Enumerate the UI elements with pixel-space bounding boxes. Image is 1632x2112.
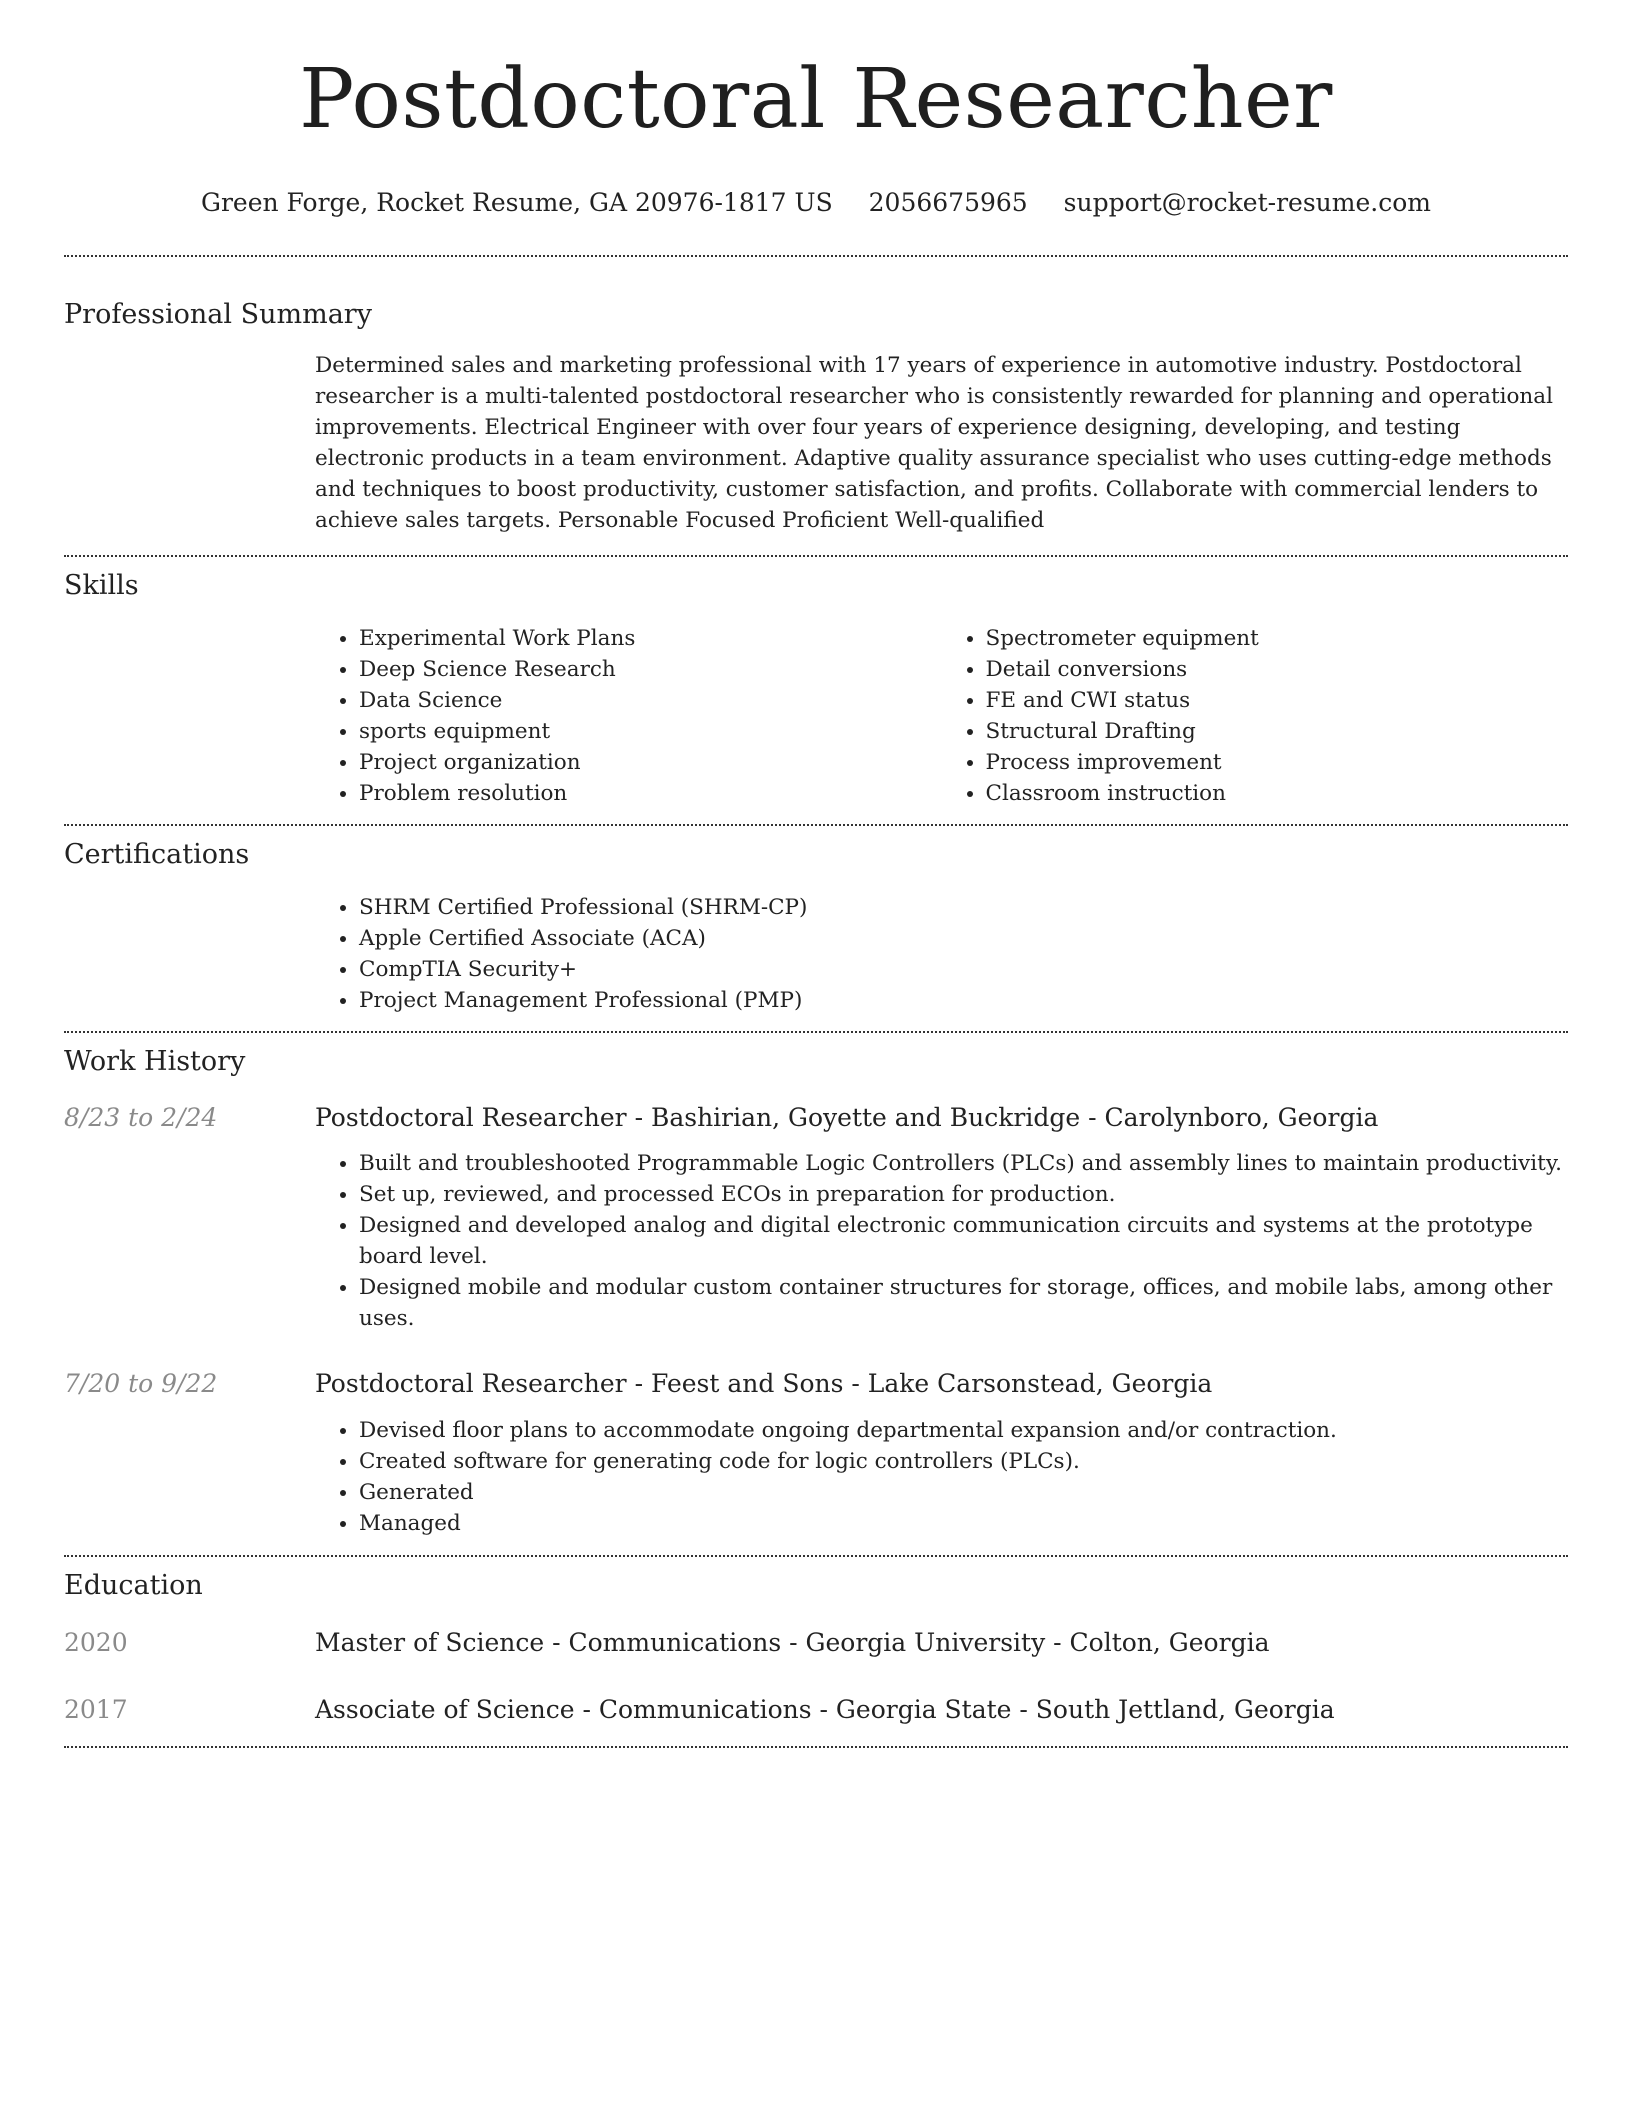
section-title-certifications: Certifications xyxy=(64,839,250,870)
skill-item: • FE and CWI status xyxy=(986,685,1569,716)
education-heading: Master of Science - Communications - Georgia University - Colton, Georgia xyxy=(315,1628,1270,1657)
job-entry xyxy=(64,1101,1568,1334)
education-entry xyxy=(64,1626,1568,1660)
job-bullet: • Set up, reviewed, and processed ECOs in preparation for production. xyxy=(359,1179,1568,1210)
job-bullet: • Built and troubleshooted Programmable Logic Controllers (PLCs) and assembly lines to maintain productivity. xyxy=(359,1148,1568,1179)
job-entry xyxy=(64,1367,1568,1539)
divider xyxy=(64,1746,1568,1748)
section-title-education: Education xyxy=(64,1570,203,1601)
certification-item: • Project Management Professional (PMP) xyxy=(359,985,1568,1016)
job-dates: 8/23 to 2/24 xyxy=(64,1103,218,1132)
contact-address: Green Forge, Rocket Resume, GA 20976-1817 US xyxy=(201,188,833,217)
skill-item: • Experimental Work Plans xyxy=(359,623,942,654)
certification-item: • SHRM Certified Professional (SHRM-CP) xyxy=(359,892,1568,923)
skills-section xyxy=(64,557,1568,809)
skill-item: • Process improvement xyxy=(986,747,1569,778)
section-title-skills: Skills xyxy=(64,570,139,601)
job-dates: 7/20 to 9/22 xyxy=(64,1369,218,1398)
certification-item: • Apple Certified Associate (ACA) xyxy=(359,923,1568,954)
skill-item: • Problem resolution xyxy=(359,778,942,809)
job-bullets xyxy=(315,1415,1568,1539)
education-year: 2017 xyxy=(64,1695,128,1724)
education-year: 2020 xyxy=(64,1628,128,1657)
certifications-list xyxy=(315,892,1568,1016)
summary-text: Determined sales and marketing professional with 17 years of experience in automotive industry. Postdoctoral researcher is a multi-talented postdoctoral researcher who is consistently rewarded for planning and operational improvements. Electrical Engineer with over four years of experience designing, developing, and testing electronic products in a team environment. Adaptive quality assurance specialist who uses cutting-edge methods and techniques to boost productivity, customer satisfaction, and profits. Collaborate with commercial lenders to achieve sales targets. Personable Focused Proficient Well-qualified xyxy=(315,353,1553,533)
job-heading: Postdoctoral Researcher - Feest and Sons - Lake Carsonstead, Georgia xyxy=(315,1369,1213,1398)
skill-item: • Project organization xyxy=(359,747,942,778)
job-bullet: • Created software for generating code for logic controllers (PLCs). xyxy=(359,1446,1568,1477)
job-bullet: • Generated xyxy=(359,1477,1568,1508)
candidate-name: Postdoctoral Researcher xyxy=(299,52,1333,147)
skill-item: • Detail conversions xyxy=(986,654,1569,685)
section-title-summary: Professional Summary xyxy=(64,299,372,330)
certification-item: • CompTIA Security+ xyxy=(359,954,1568,985)
skill-item: • Deep Science Research xyxy=(359,654,942,685)
contact-phone: 2056675965 xyxy=(868,188,1028,217)
contact-line xyxy=(64,186,1568,220)
skill-item: • Classroom instruction xyxy=(986,778,1569,809)
skills-column-right xyxy=(942,623,1569,809)
summary-section xyxy=(64,257,1568,536)
education-section xyxy=(64,1557,1568,1727)
skill-item: • Data Science xyxy=(359,685,942,716)
job-heading: Postdoctoral Researcher - Bashirian, Goyette and Buckridge - Carolynboro, Georgia xyxy=(315,1103,1379,1132)
section-title-work-history: Work History xyxy=(64,1046,246,1077)
education-entry xyxy=(64,1693,1568,1727)
skills-column-left xyxy=(315,623,942,809)
skills-list xyxy=(315,623,1568,809)
skill-item: • Spectrometer equipment xyxy=(986,623,1569,654)
skill-item: • sports equipment xyxy=(359,716,942,747)
education-heading: Associate of Science - Communications - Georgia State - South Jettland, Georgia xyxy=(315,1695,1335,1724)
skill-item: • Structural Drafting xyxy=(986,716,1569,747)
job-bullet: • Managed xyxy=(359,1508,1568,1539)
job-bullet: • Designed mobile and modular custom container structures for storage, offices, and mobile labs, among other uses. xyxy=(359,1272,1568,1334)
job-bullet: • Designed and developed analog and digital electronic communication circuits and systems at the prototype board level. xyxy=(359,1210,1568,1272)
work-history-section xyxy=(64,1033,1568,1539)
job-bullets xyxy=(315,1148,1568,1334)
job-bullet: • Devised floor plans to accommodate ongoing departmental expansion and/or contraction. xyxy=(359,1415,1568,1446)
contact-email: support@rocket-resume.com xyxy=(1063,188,1431,217)
certifications-section xyxy=(64,826,1568,1016)
